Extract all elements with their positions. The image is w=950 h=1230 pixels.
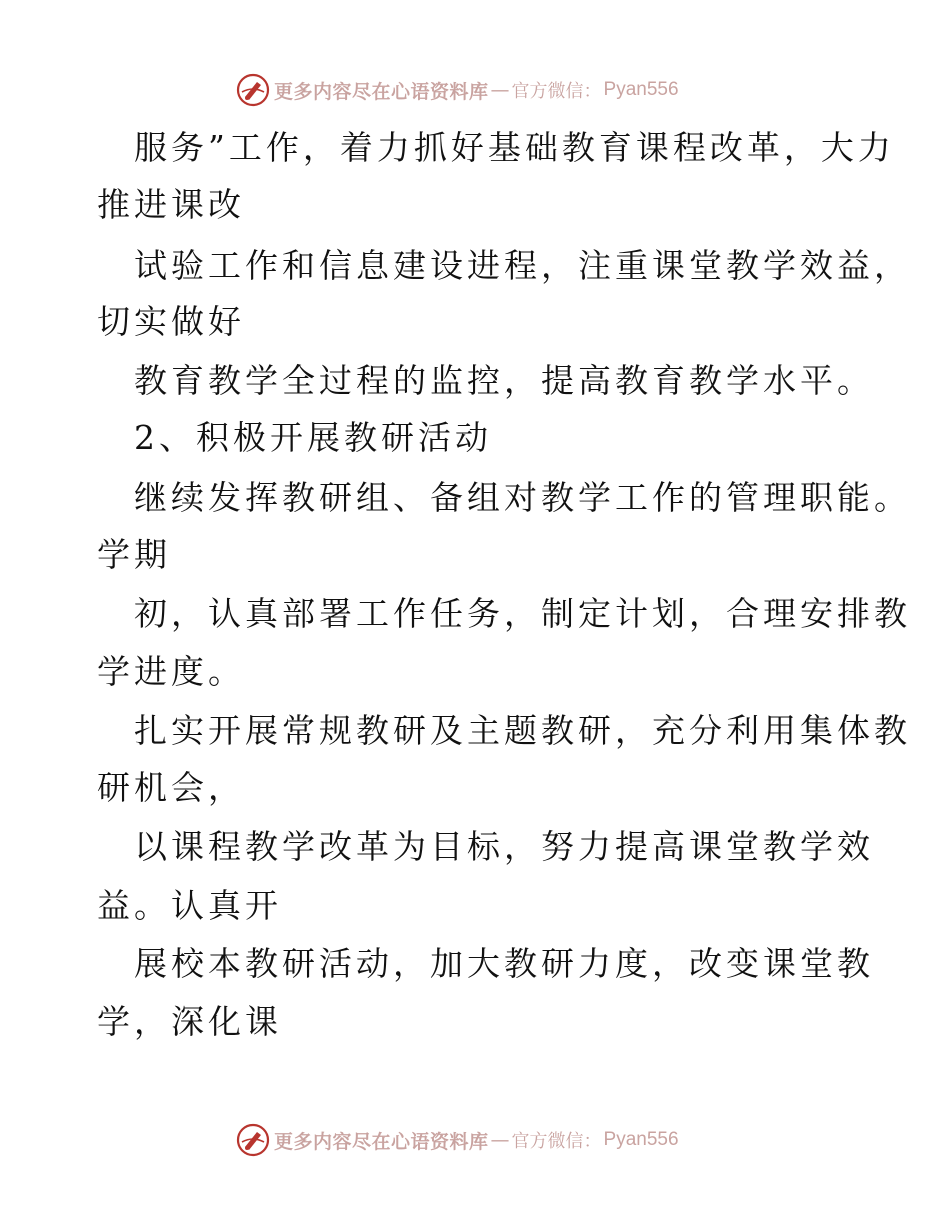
body-line: 推进课改 — [97, 185, 245, 224]
body-line: 扎实开展常规教研及主题教研，充分利用集体教 — [134, 711, 911, 750]
body-line: 学进度。 — [97, 652, 245, 691]
footer-wechat-id: Pyan556 — [603, 1129, 679, 1150]
body-line: 学期 — [97, 535, 171, 574]
body-line: 切实做好 — [97, 302, 245, 341]
header-banner-text: 更多内容尽在心语资料库 — [274, 80, 489, 103]
header-wechat-id: Pyan556 — [603, 79, 679, 100]
header-banner-separator: — — [490, 79, 510, 101]
logo-icon — [236, 1123, 270, 1157]
header-banner — [236, 72, 679, 108]
footer-banner-separator: — — [490, 1129, 510, 1151]
body-line: 展校本教研活动，加大教研力度，改变课堂教 — [134, 944, 874, 983]
header-banner-subtitle: 官方微信： — [511, 81, 602, 102]
body-line: 初，认真部署工作任务，制定计划，合理安排教 — [134, 594, 911, 633]
footer-banner — [236, 1122, 679, 1158]
body-line: 教育教学全过程的监控，提高教育教学水平。 — [134, 361, 874, 400]
body-line: 学，深化课 — [97, 1002, 282, 1041]
body-line: 研机会， — [97, 768, 245, 807]
body-line: 服务”工作，着力抓好基础教育课程改革，大力 — [134, 128, 895, 167]
body-line: 以课程教学改革为目标，努力提高课堂教学效 — [134, 827, 874, 866]
body-line: 试验工作和信息建设进程，注重课堂教学效益， — [134, 246, 911, 285]
section-heading: 2、积极开展教研活动 — [134, 418, 492, 457]
logo-icon — [236, 73, 270, 107]
body-line: 益。认真开 — [97, 886, 282, 925]
body-line: 继续发挥教研组、备组对教学工作的管理职能。 — [134, 478, 911, 517]
footer-banner-subtitle: 官方微信： — [511, 1131, 602, 1152]
footer-banner-text: 更多内容尽在心语资料库 — [274, 1130, 489, 1153]
